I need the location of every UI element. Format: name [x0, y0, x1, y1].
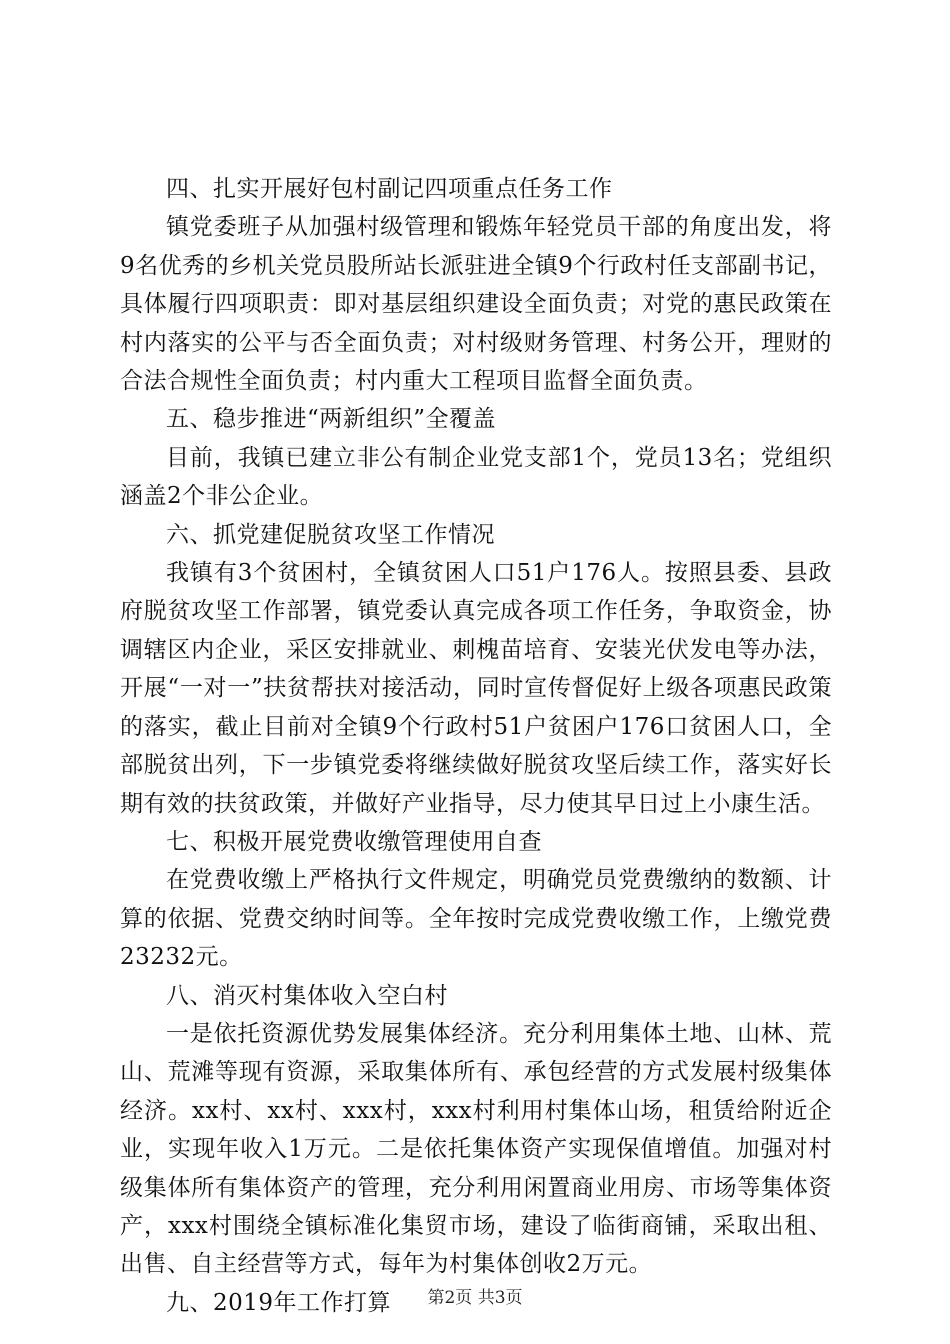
section-heading-5: 五、稳步推进“两新组织”全覆盖: [166, 406, 497, 433]
page-number-footer: 第2页 共3页: [427, 1288, 523, 1308]
section-heading-8: 八、消灭村集体收入空白村: [166, 982, 448, 1009]
paragraph-village-deputy-duties: 镇党委班子从加强村级管理和锻炼年轻党员干部的角度出发，将9名优秀的乡机关党员股所站长派驻进全镇9个行政村任支部副书记，具体履行四项职责：即对基层组织建设全面负责；对党的惠民政策在村内落实的公平与否全面负责；对村级财务管理、村务公开，理财的合法合规性全面负责；村内重大工程项目监督全面负责。: [120, 214, 832, 395]
paragraph-party-dues: 在党费收缴上严格执行文件规定，明确党员党费缴纳的数额、计算的依据、党费交纳时间等。全年按时完成党费收缴工作，上缴党费23232元。: [120, 867, 832, 971]
paragraph-two-new-organizations: 目前，我镇已建立非公有制企业党支部1个，党员13名；党组织涵盖2个非公企业。: [120, 444, 832, 510]
section-heading-6: 六、抓党建促脱贫攻坚工作情况: [166, 521, 495, 548]
section-heading-7: 七、积极开展党费收缴管理使用自查: [166, 828, 542, 855]
section-heading-9: 九、2019年工作打算: [166, 1289, 392, 1316]
paragraph-collective-income: 一是依托资源优势发展集体经济。充分利用集体土地、山林、荒山、荒滩等现有资源，采取集体所有、承包经营的方式发展村级集体经济。xx村、xx村、xxx村，xxx村利用村集体山场，租赁给附近企业，实现年收入1万元。二是依托集体资产实现保值增值。加强对村级集体所有集体资产的管理，充分利用闲置商业用房、市场等集体资产，xxx村围绕全镇标准化集贸市场，建设了临街商铺，采取出租、出售、自主经营等方式，每年为村集体创收2万元。: [120, 1020, 832, 1278]
paragraph-poverty-alleviation: 我镇有3个贫困村，全镇贫困人口51户176人。按照县委、县政府脱贫攻坚工作部署，镇党委认真完成各项工作任务，争取资金，协调辖区内企业，采区安排就业、刺槐苗培育、安装光伏发电等办法，开展“一对一”扶贫帮扶对接活动，同时宣传督促好上级各项惠民政策的落实，截止目前对全镇9个行政村51户贫困户176口贫困人口，全部脱贫出列，下一步镇党委将继续做好脱贫攻坚后续工作，落实好长期有效的扶贫政策，并做好产业指导，尽力使其早日过上小康生活。: [120, 560, 832, 817]
section-heading-4: 四、扎实开展好包村副记四项重点任务工作: [166, 176, 613, 202]
document-body: [120, 170, 832, 1322]
